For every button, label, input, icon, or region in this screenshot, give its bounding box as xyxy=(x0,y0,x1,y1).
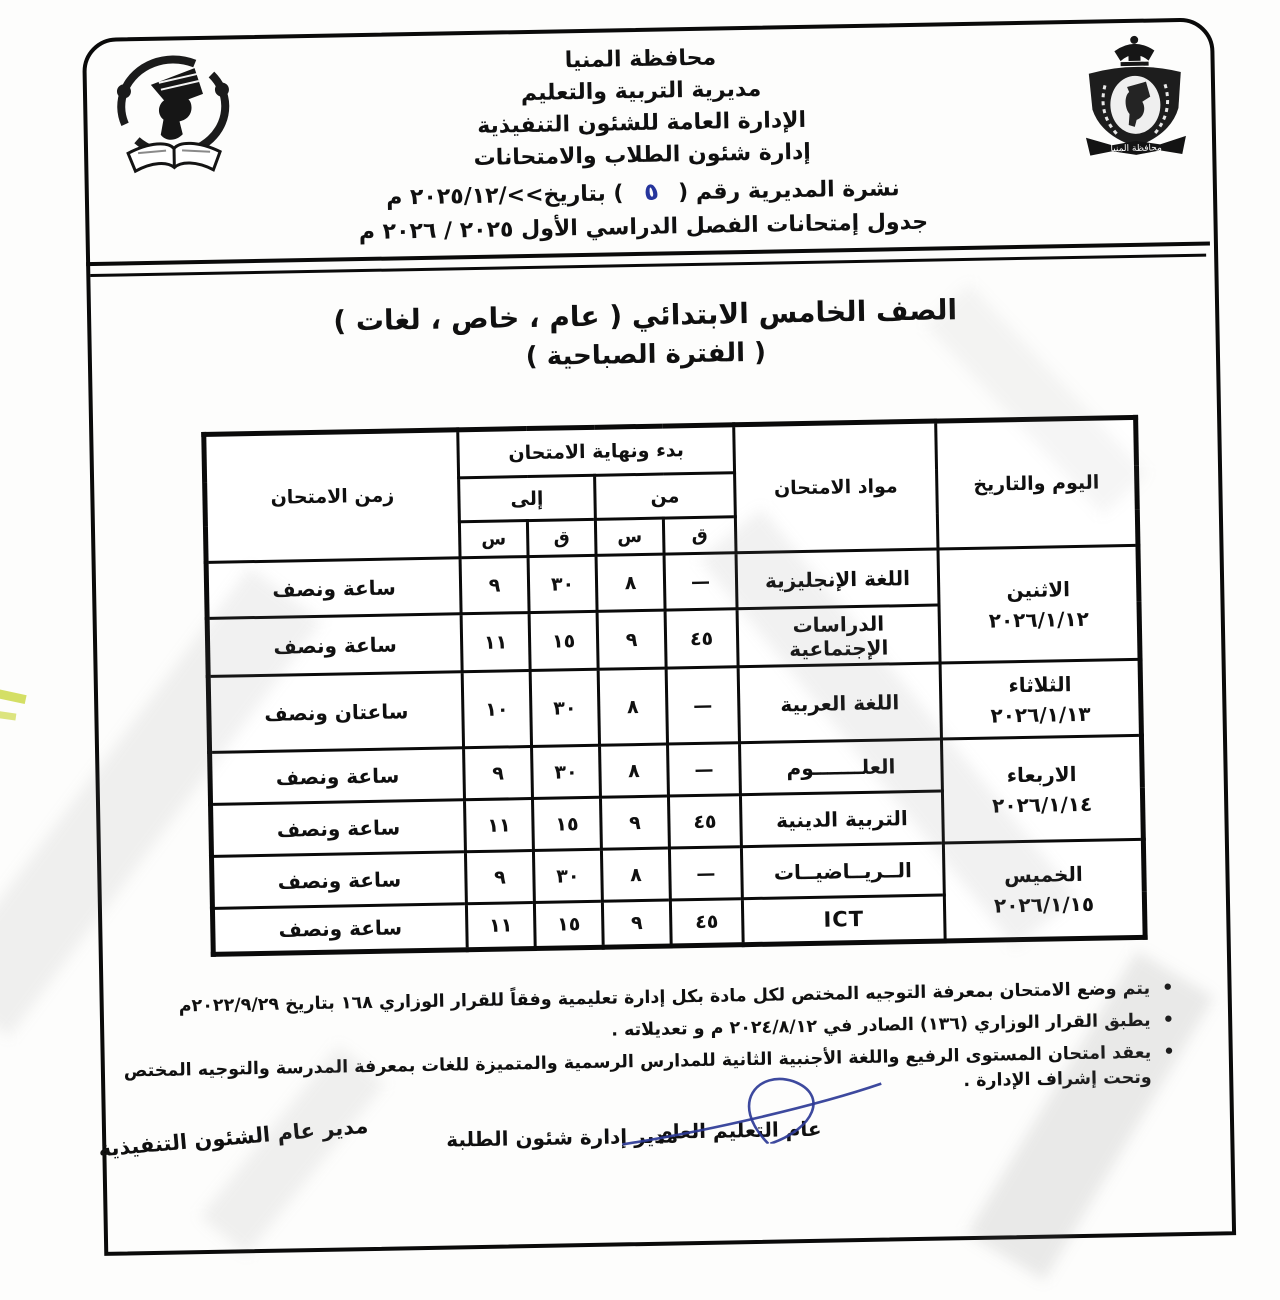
col-header-to-hour: س xyxy=(459,521,528,558)
bulletin-suffix: م xyxy=(386,185,403,210)
subject-cell: الدراسات الإجتماعية xyxy=(737,605,940,667)
to-hour-cell: ١٠ xyxy=(462,671,531,748)
bulletin-number-handwritten: ٥ xyxy=(621,170,681,214)
from-minute-cell: ٤٥ xyxy=(668,795,741,848)
to-minute-cell: ١٥ xyxy=(529,611,598,670)
signature-title-executive-affairs: مدير عام الشئون التنفيذية xyxy=(98,1114,369,1162)
to-minute-cell: ٣٠ xyxy=(528,555,597,612)
day-cell-monday xyxy=(938,545,1140,663)
to-hour-cell: ١١ xyxy=(461,613,530,672)
governorate-emblem xyxy=(1070,34,1200,162)
from-minute-cell: — xyxy=(669,847,742,900)
subject-cell: التربية الدينية xyxy=(740,791,943,847)
from-hour-cell: ٩ xyxy=(597,610,666,669)
subject-cell: ICT xyxy=(742,895,945,945)
col-header-from: من xyxy=(595,473,736,520)
from-hour-cell: ٨ xyxy=(600,744,669,797)
bulletin-mid: ) بتاريخ xyxy=(543,181,623,207)
grade-title: الصف الخامس الابتدائي ( عام ، خاص ، لغات ) xyxy=(195,288,1096,344)
note-text: يطبق القرار الوزاري (١٣٦) الصادر في ٢٠٢٤/٨/١٢ م و تعديلاته . xyxy=(611,1009,1151,1044)
day-name: الثلاثاء xyxy=(946,667,1135,700)
period-title: ( الفترة الصباحية ) xyxy=(196,328,1097,382)
signature-title-student-affairs: مدير إدارة شئون الطلبة xyxy=(446,1123,678,1151)
document-header xyxy=(290,37,994,251)
to-hour-cell: ٩ xyxy=(464,747,533,800)
col-header-duration: زمن الامتحان xyxy=(204,430,460,563)
from-hour-cell: ٨ xyxy=(601,848,670,901)
org-line-administration: الإدارة العامة للشئون التنفيذية xyxy=(291,101,991,146)
from-hour-cell: ٩ xyxy=(600,796,669,849)
col-header-subjects: مواد الامتحان xyxy=(734,421,938,553)
to-minute-cell: ١٥ xyxy=(532,797,601,850)
from-minute-cell: — xyxy=(664,553,737,610)
day-date: ٢٠٢٦/١/١٤ xyxy=(948,787,1137,820)
exam-schedule-table xyxy=(201,415,1147,957)
day-name: الاثنين xyxy=(944,572,1133,605)
col-header-to-minute: ق xyxy=(527,519,596,556)
to-minute-cell: ٣٠ xyxy=(533,849,602,902)
signature-title-general-education: عام التعليم العام xyxy=(658,1117,822,1144)
to-minute-cell: ١٥ xyxy=(534,901,603,948)
day-name: الخميس xyxy=(949,858,1138,891)
from-hour-cell: ٩ xyxy=(602,900,671,947)
org-line-governorate: محافظة المنيا xyxy=(290,37,990,82)
subject-cell: اللغة الإنجليزية xyxy=(736,549,939,609)
from-minute-cell: ٤٥ xyxy=(665,609,738,668)
duration-cell: ساعة ونصف xyxy=(206,558,461,619)
from-minute-cell: — xyxy=(666,667,739,744)
from-minute-cell: ٤٥ xyxy=(670,899,743,946)
col-header-start-end: بدء ونهاية الامتحان xyxy=(458,425,735,478)
subject-cell: العلـــــــوم xyxy=(739,739,942,795)
bullet-icon: • xyxy=(1162,976,1174,1000)
title-block xyxy=(195,288,1096,382)
day-cell-thursday xyxy=(943,839,1145,941)
duration-cell: ساعة ونصف xyxy=(211,852,466,909)
duration-cell: ساعتان ونصف xyxy=(208,672,463,753)
col-header-day-date: اليوم والتاريخ xyxy=(936,417,1138,549)
to-hour-cell: ٩ xyxy=(465,850,534,903)
day-date: ٢٠٢٦/١/١٥ xyxy=(950,888,1139,921)
duration-cell: ساعة ونصف xyxy=(211,800,466,857)
to-hour-cell: ١١ xyxy=(466,902,535,949)
to-minute-cell: ٣٠ xyxy=(530,669,599,746)
from-minute-cell: — xyxy=(668,743,741,796)
day-date: ٢٠٢٦/١/١٢ xyxy=(945,602,1134,635)
col-header-from-hour: س xyxy=(595,518,664,555)
note-text: يتم وضع الامتحان بمعرفة التوجيه المختص لكل مادة بكل إدارة تعليمية وفقاً للقرار الوزاري ١٦٨ بتاريخ ٢٠٢٢/٩/٢٩م xyxy=(179,977,1151,1020)
subject-cell: اللغة العربية xyxy=(738,663,941,743)
emblem-banner-text: محافظة المنيا xyxy=(1110,143,1162,154)
eagle-shield-icon xyxy=(1070,34,1200,158)
col-header-from-minute: ق xyxy=(663,517,736,554)
bulletin-date: ٢٠٢٥/١٢/<< xyxy=(410,179,544,215)
bulletin-prefix: نشرة المديرية رقم ( xyxy=(678,176,900,205)
subject-cell: الــريــاضيــات xyxy=(741,843,944,899)
education-directorate-logo xyxy=(98,47,249,192)
signature-stroke xyxy=(569,1061,910,1147)
day-date: ٢٠٢٦/١/١٣ xyxy=(946,697,1135,730)
duration-cell: ساعة ونصف xyxy=(207,614,462,677)
to-minute-cell: ٣٠ xyxy=(532,745,601,798)
bullet-icon: • xyxy=(1163,1040,1175,1064)
note-text: يعقد امتحان المستوى الرفيع واللغة الأجنبية الثانية للمدارس الرسمية والمتميزة للغات بمعرفة المدرسة والتوجيه المختص وتحت إشراف الإدارة . xyxy=(113,1041,1152,1110)
day-cell-tuesday xyxy=(940,659,1141,739)
org-line-department: إدارة شئون الطلاب والامتحانات xyxy=(292,133,992,178)
duration-cell: ساعة ونصف xyxy=(210,748,465,805)
from-hour-cell: ٨ xyxy=(596,554,665,611)
org-line-directorate: مديرية التربية والتعليم xyxy=(291,69,991,114)
to-hour-cell: ١١ xyxy=(464,799,533,852)
to-hour-cell: ٩ xyxy=(460,557,529,614)
from-hour-cell: ٨ xyxy=(598,668,667,745)
schedule-title-line: جدول إمتحانات الفصل الدراسي الأول ٢٠٢٥ / ٢٠٢٦ م xyxy=(293,204,994,251)
duration-cell: ساعة ونصف xyxy=(212,904,467,955)
bullet-icon: • xyxy=(1162,1008,1174,1032)
col-header-to: إلى xyxy=(459,475,596,521)
day-name: الاربعاء xyxy=(947,757,1136,790)
nefertiti-book-icon xyxy=(98,47,249,188)
day-cell-wednesday xyxy=(941,735,1143,843)
